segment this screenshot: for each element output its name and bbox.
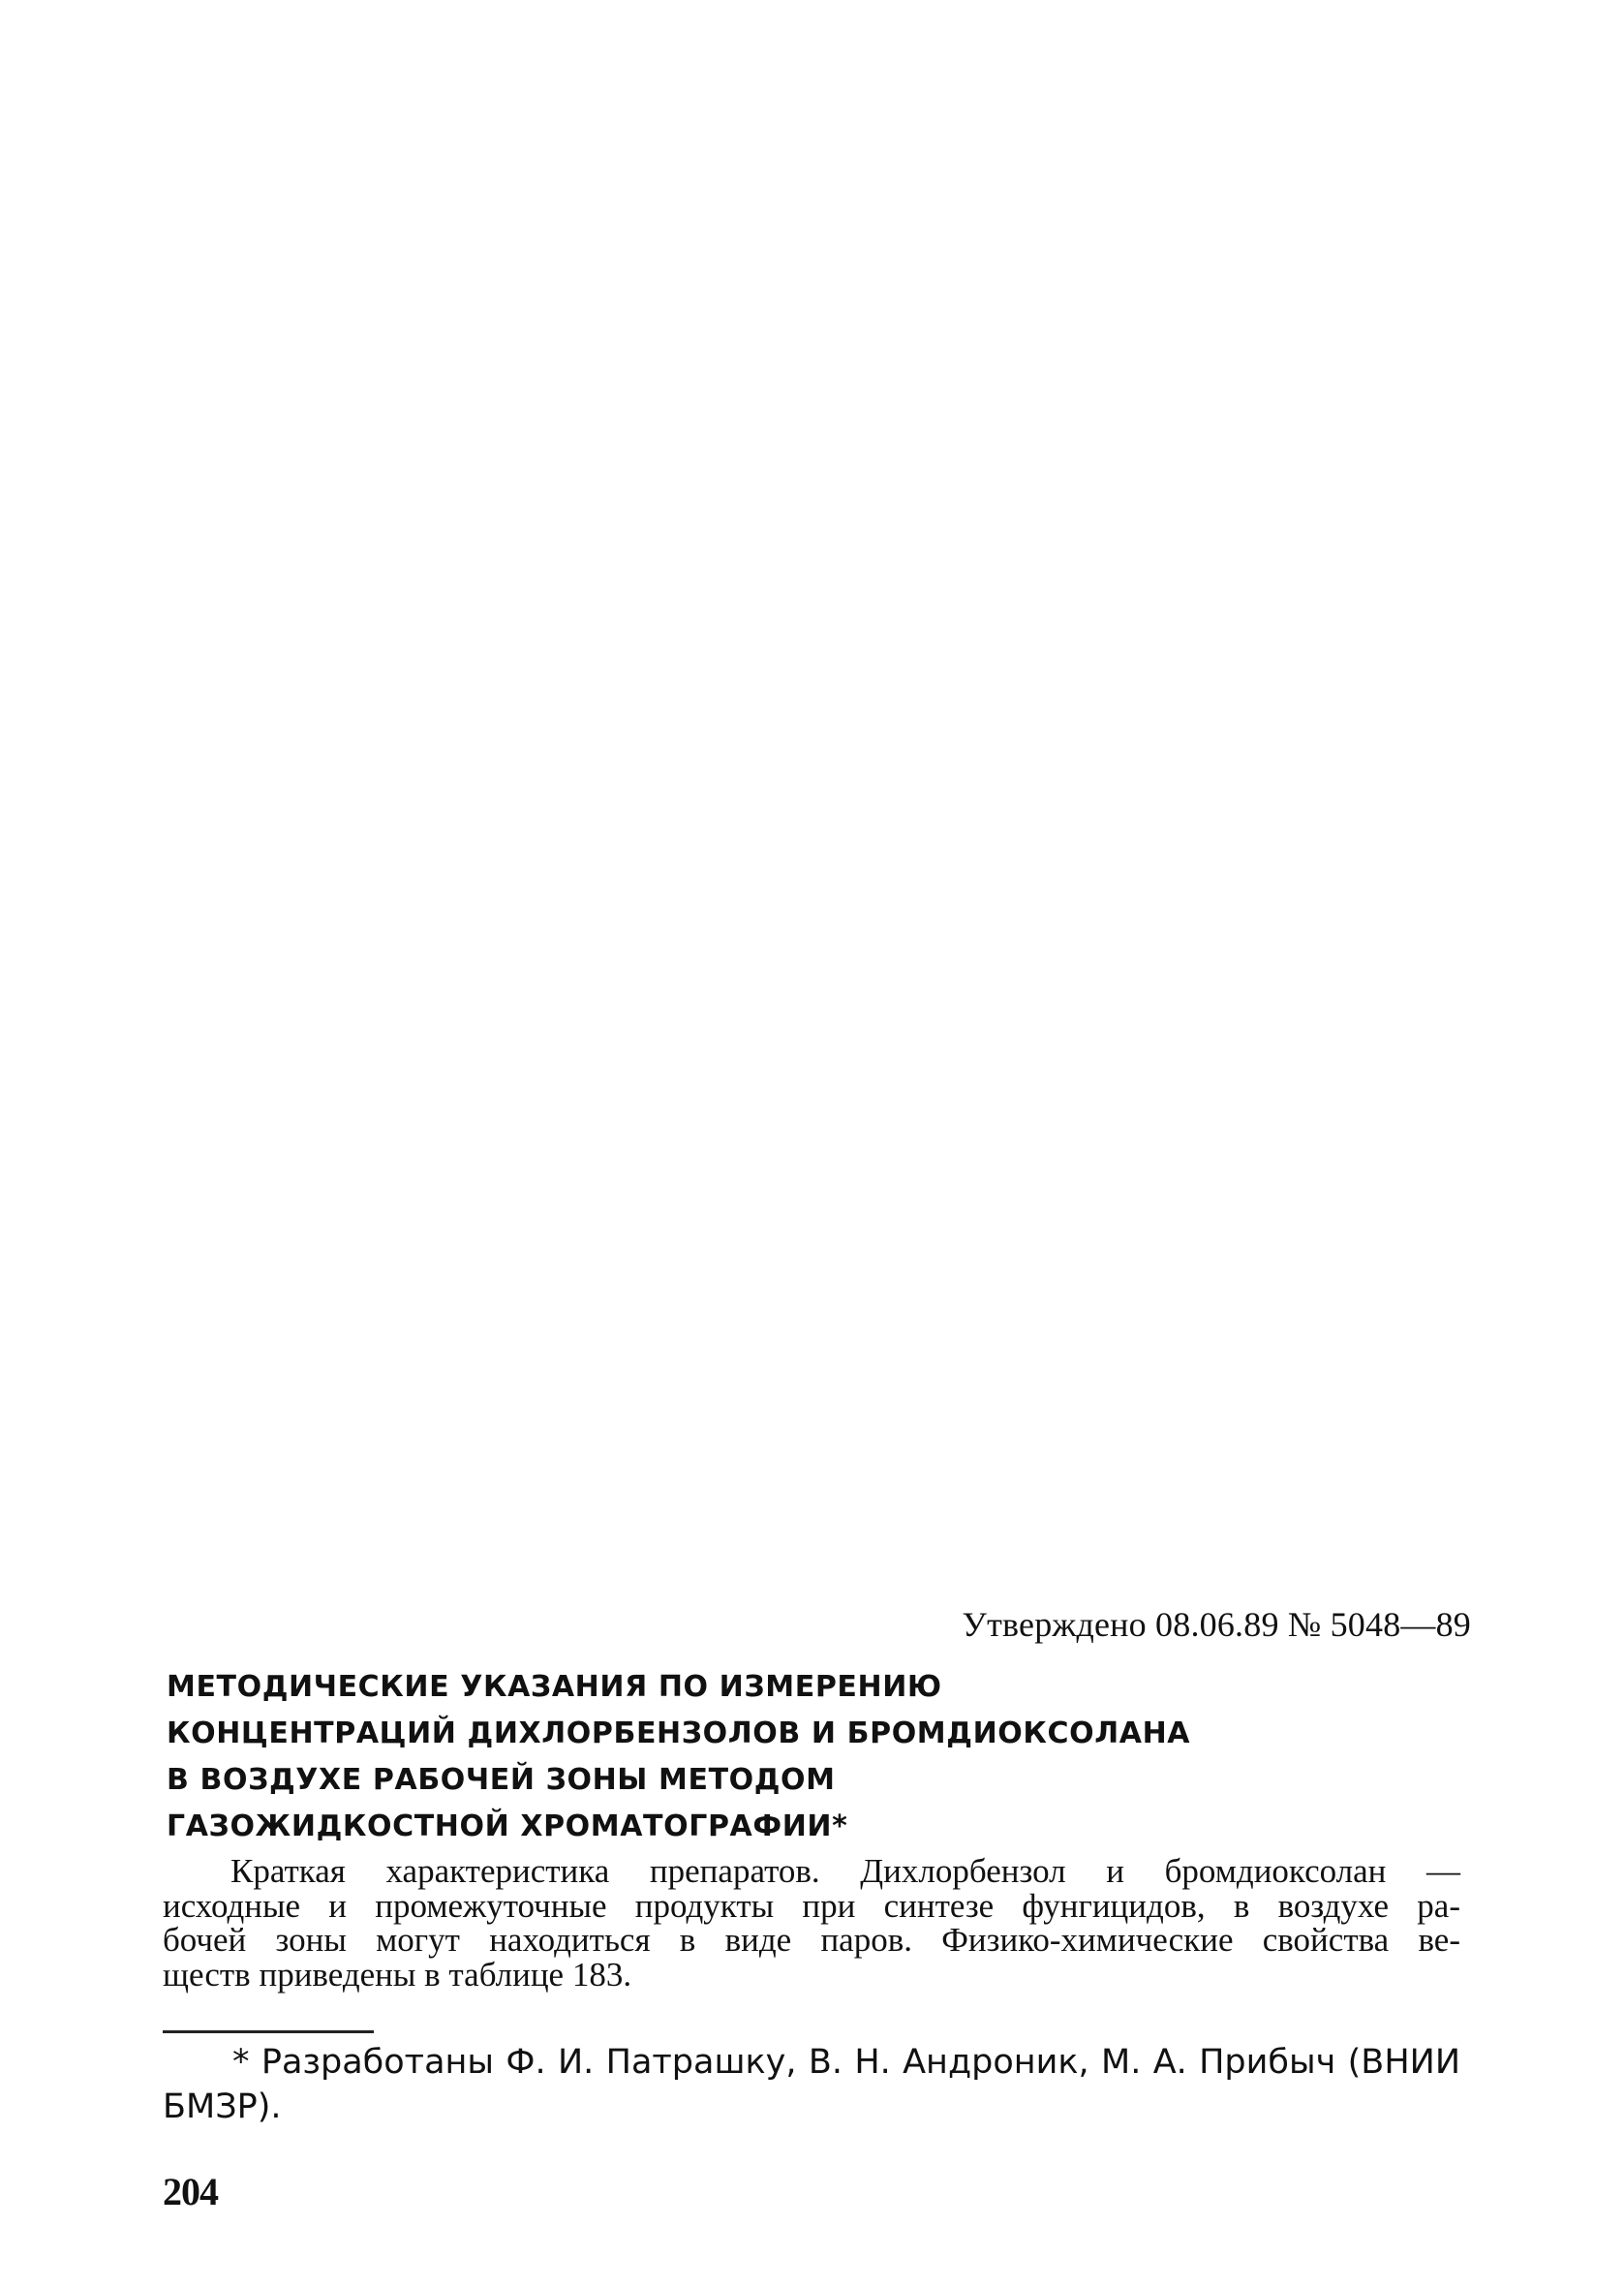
page-number: 204 <box>163 2170 218 2213</box>
footnote <box>163 2040 1460 2129</box>
title-line: В ВОЗДУХЕ РАБОЧЕЙ ЗОНЫ МЕТОДОМ <box>167 1763 836 1797</box>
footnote-line: * Разработаны Ф. И. Патрашку, В. Н. Андроник, М. А. Прибыч (ВНИИ <box>232 2043 1460 2082</box>
paragraph-line: бочей зоны могут находиться в виде паров. Физико-химические свойства ве- <box>163 1921 1460 1959</box>
document-title <box>167 1664 1484 1850</box>
paragraph-line: исходные и промежуточные продукты при синтезе фунгицидов, в воздухе ра- <box>163 1886 1460 1925</box>
body-paragraph <box>163 1854 1460 1992</box>
title-line: МЕТОДИЧЕСКИЕ УКАЗАНИЯ ПО ИЗМЕРЕНИЮ <box>167 1670 942 1704</box>
footnote-separator <box>163 2030 374 2033</box>
title-line: КОНЦЕНТРАЦИЙ ДИХЛОРБЕНЗОЛОВ И БРОМДИОКСОЛАНА <box>167 1716 1191 1750</box>
paragraph-line: ществ приведены в таблице 183. <box>163 1955 632 1994</box>
footnote-line: БМЗР). <box>163 2087 282 2126</box>
paragraph-line: Краткая характеристика препаратов. Дихлорбензол и бромдиоксолан — <box>230 1852 1460 1890</box>
approval-note: Утверждено 08.06.89 № 5048—89 <box>962 1605 1471 1644</box>
title-line: ГАЗОЖИДКОСТНОЙ ХРОМАТОГРАФИИ* <box>167 1809 848 1843</box>
